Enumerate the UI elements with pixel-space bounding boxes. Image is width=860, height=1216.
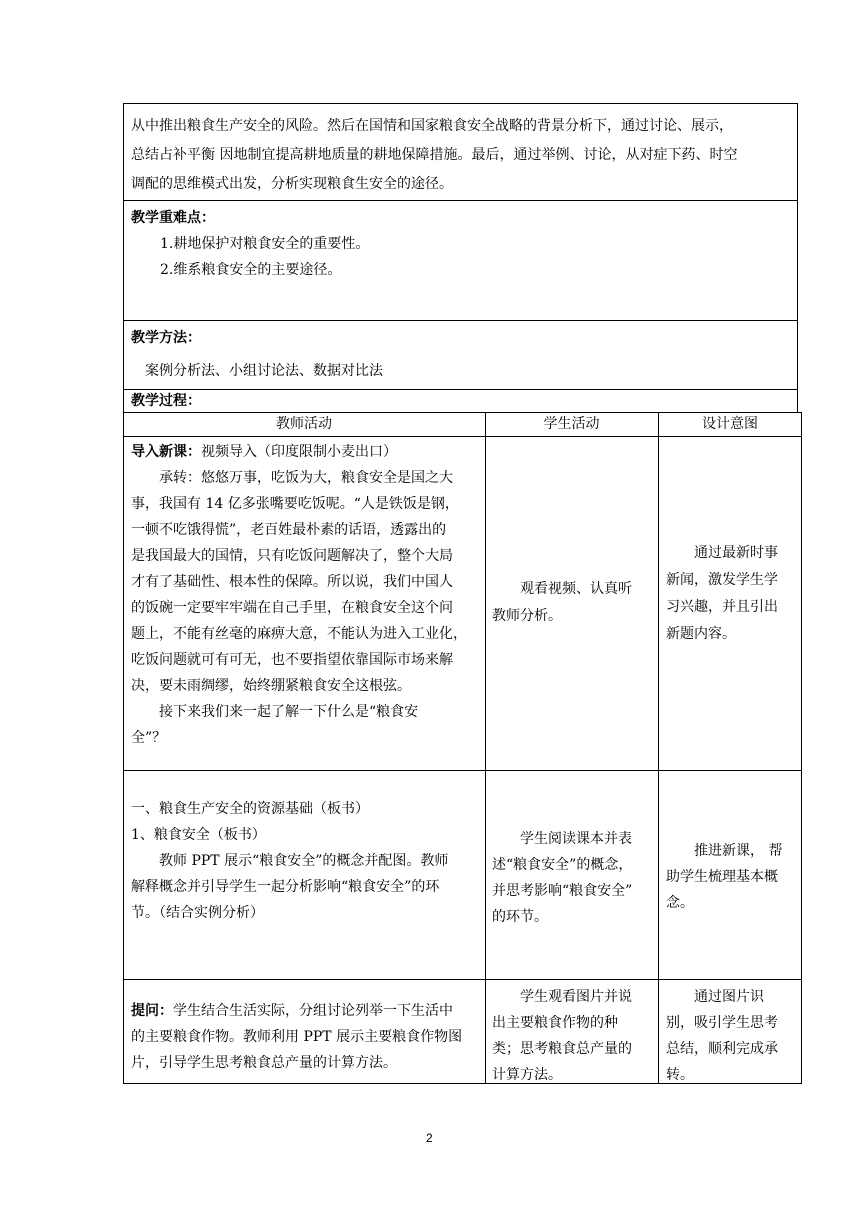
design-intent-line: 新题内容。: [666, 626, 736, 642]
student-activity-line: 并思考影响“粮食安全”: [492, 883, 633, 899]
design-intent-line: 新闻，激发学生学: [666, 572, 778, 588]
teacher-activity-line: [131, 1000, 453, 1023]
student-activity-line: 教师分析。: [492, 608, 562, 624]
student-activity-line: 类；思考粮食总产量的: [492, 1041, 632, 1057]
teacher-activity-line: [131, 493, 459, 516]
design-intent-line: 助学生梳理基本概: [666, 869, 778, 885]
teacher-activity-text: 才有了基础性、根本性的保障。所以说，我们中国人: [131, 574, 453, 590]
teacher-activity-text: 1、粮食安全（板书）: [131, 827, 266, 843]
key-points-heading: 教学重难点：: [131, 210, 215, 226]
teacher-activity-text: 接下来我们来一起了解一下什么是“粮食安: [131, 704, 419, 720]
teacher-activity-line: [131, 876, 439, 899]
student-activity-line: 观看视频、认真听: [492, 581, 632, 597]
teacher-activity-line: [131, 727, 166, 750]
teacher-activity-line: [131, 850, 448, 873]
student-activity-line: 的环节。: [492, 909, 548, 925]
key-point-1: 1.耕地保护对粮食安全的重要性。: [160, 236, 370, 252]
teacher-activity-line: [131, 571, 453, 594]
teacher-activity-text: 的主要粮食作物。教师利用 PPT 展示主要粮食作物图: [131, 1029, 463, 1045]
teacher-activity-text: 是我国最大的国情，只有吃饭问题解决了，整个大局: [131, 548, 453, 564]
intro-line-2: 总结占补平衡 因地制宜提高耕地质量的耕地保障措施。最后，通过举例、讨论，从对症下药、时空: [131, 147, 738, 163]
teacher-activity-line: [131, 701, 418, 724]
intro-line-1: 从中推出粮食生产安全的风险。然后在国情和国家粮食安全战略的背景分析下，通过讨论、展示，: [131, 118, 733, 134]
teacher-activity-text: 一顿不吃饿得慌”，老百姓最朴素的话语，透露出的: [131, 522, 447, 538]
teacher-activity-line: [131, 1026, 462, 1049]
teacher-activity-text: 学生结合生活实际，分组讨论列举一下生活中: [173, 1003, 453, 1019]
teacher-activity-line: [131, 623, 467, 646]
student-activity-line: 述“粮食安全”的概念，: [492, 857, 633, 873]
teacher-activity-text: 教师 PPT 展示“粮食安全”的概念并配图。教师: [131, 853, 449, 869]
student-activity-line: 学生阅读课本并表: [492, 831, 632, 847]
student-activity-line: 学生观看图片并说: [492, 989, 632, 1005]
methods-heading: 教学方法：: [131, 330, 201, 346]
design-intent-line: 念。: [666, 895, 694, 911]
teacher-activity-text: 节。（结合实例分析）: [131, 905, 264, 921]
teacher-activity-line: [131, 1052, 397, 1075]
teacher-activity-text: 承转：悠悠万事，吃饭为大，粮食安全是国之大: [131, 470, 453, 486]
teacher-activity-line: [131, 441, 397, 464]
process-heading: 教学过程：: [131, 393, 201, 409]
teacher-activity-line: [131, 798, 369, 821]
process-heading-section: [123, 389, 798, 413]
student-activity-line: 计算方法。: [492, 1067, 562, 1083]
teacher-activity-line: [131, 597, 453, 620]
teacher-activity-text: 决，要未雨绸缪，始终绷紧粮食安全这根弦。: [131, 678, 411, 694]
design-intent-line: 习兴趣，并且引出: [666, 599, 778, 615]
teacher-activity-line: [131, 824, 266, 847]
teacher-activity-label: 提问：: [131, 1003, 173, 1019]
design-intent-line: 通过最新时事: [666, 545, 778, 561]
teacher-activity-line: [131, 675, 411, 698]
design-intent-line: 推进新课， 帮: [666, 843, 783, 859]
teacher-activity-line: [131, 545, 453, 568]
teacher-activity-text: 事，我国有 14 亿多张嘴要吃饭呢。“人是铁饭是钢，: [131, 496, 459, 512]
teacher-activity-text: 片，引导学生思考粮食总产量的计算方法。: [131, 1055, 397, 1071]
teacher-activity-line: [131, 467, 453, 490]
student-activity-line: 出主要粮食作物的种: [492, 1015, 618, 1031]
teacher-activity-text: 视频导入（印度限制小麦出口）: [201, 444, 397, 460]
teacher-activity-text: 解释概念并引导学生一起分析影响“粮食安全”的环: [131, 879, 440, 895]
teacher-activity-text: 的饭碗一定要牢牢端在自己手里，在粮食安全这个问: [131, 600, 453, 616]
teacher-activity-label: 导入新课：: [131, 444, 201, 460]
column-header-student: 学生活动: [543, 416, 600, 432]
teacher-activity-text: 一、粮食生产安全的资源基础（板书）: [131, 801, 369, 817]
column-header-intent: 设计意图: [702, 416, 758, 432]
key-point-2: 2.维系粮食安全的主要途径。: [160, 262, 342, 278]
teacher-activity-text: 全”？: [131, 730, 167, 746]
design-intent-line: 通过图片识: [666, 989, 764, 1005]
teacher-activity-line: [131, 902, 264, 925]
column-header-teacher: 教师活动: [276, 416, 332, 432]
design-intent-line: 转。: [666, 1067, 694, 1083]
design-intent-line: 别，吸引学生思考: [666, 1015, 778, 1031]
teacher-activity-text: 题上，不能有丝毫的麻痹大意，不能认为进入工业化，: [131, 626, 467, 642]
intro-line-3: 调配的思维模式出发，分析实现粮食生安全的途径。: [131, 176, 453, 192]
page-number: 2: [426, 1131, 433, 1145]
teacher-activity-line: [131, 649, 453, 672]
teacher-activity-line: [131, 519, 446, 542]
methods-text: 案例分析法、小组讨论法、数据对比法: [145, 363, 383, 379]
teacher-activity-text: 吃饭问题就可有可无，也不要指望依靠国际市场来解: [131, 652, 453, 668]
design-intent-line: 总结，顺利完成承: [666, 1041, 778, 1057]
